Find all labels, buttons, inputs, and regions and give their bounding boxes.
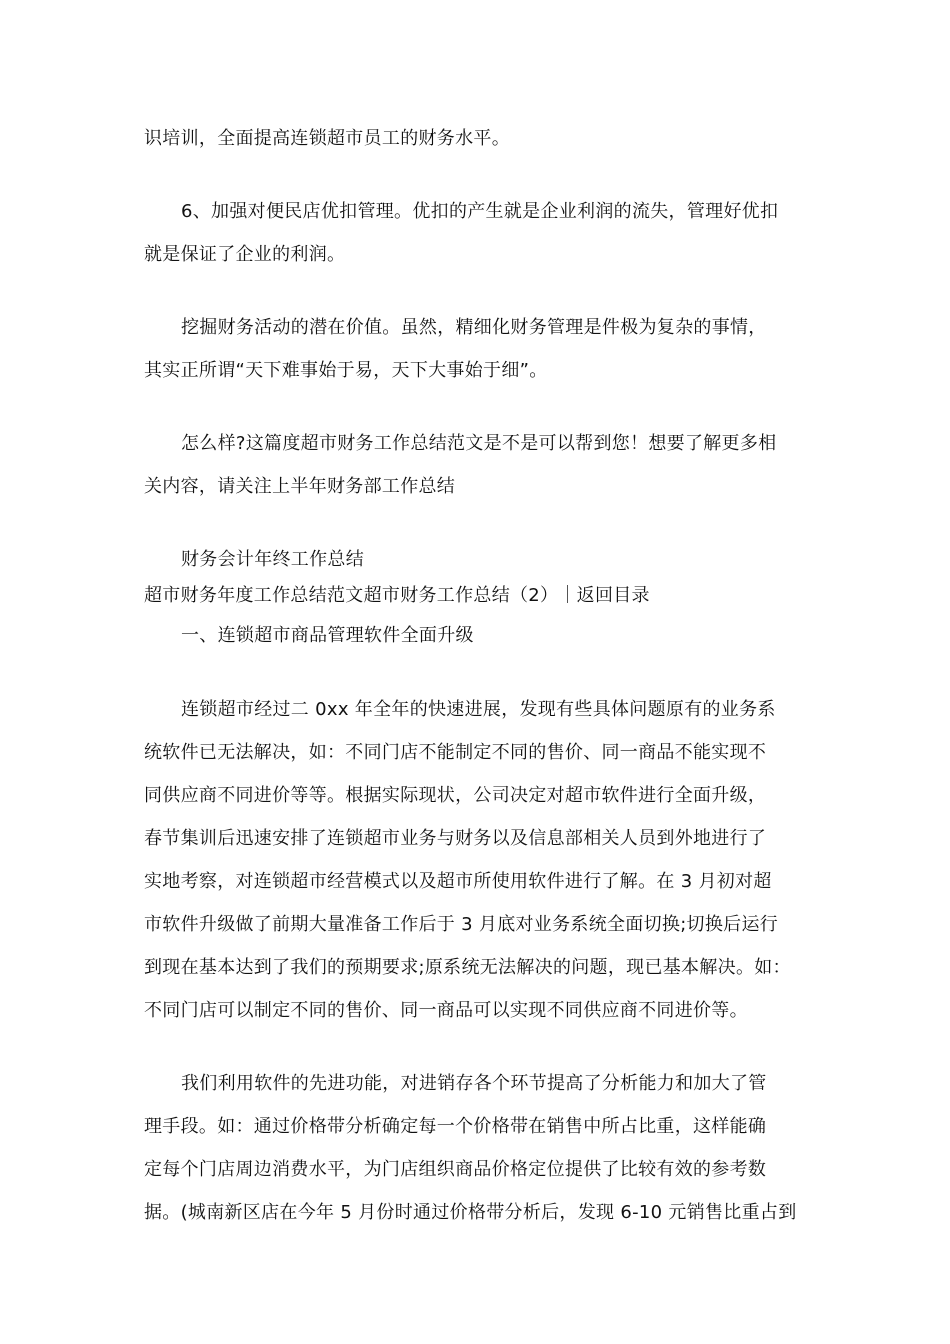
text-line: 理手段。如：通过价格带分析确定每一个价格带在销售中所占比重，这样能确	[144, 1116, 767, 1137]
text-line: 到现在基本达到了我们的预期要求;原系统无法解决的问题，现已基本解决。如：	[144, 957, 791, 978]
text-line: 挖掘财务活动的潜在价值。虽然，精细化财务管理是件极为复杂的事情，	[181, 317, 767, 338]
text-line: 连锁超市经过二 0xx 年全年的快速进展，发现有些具体问题原有的业务系	[181, 699, 776, 720]
text-line: 就是保证了企业的利润。	[144, 244, 346, 265]
text-line: 不同门店可以制定不同的售价、同一商品可以实现不同供应商不同进价等。	[144, 1000, 748, 1021]
text-line: 6、加强对便民店优扣管理。优扣的产生就是企业利润的流失，管理好优扣	[181, 201, 779, 222]
text-line: 其实正所谓“天下难事始于易，天下大事始于细”。	[144, 360, 548, 381]
section-link[interactable]: 财务会计年终工作总结	[181, 549, 364, 570]
text-line: 关内容，请关注上半年财务部工作总结	[144, 476, 456, 497]
subsection-heading: 一、连锁超市商品管理软件全面升级	[181, 625, 474, 646]
text-line: 市软件升级做了前期大量准备工作后于 3 月底对业务系统全面切换;切换后运行	[144, 914, 779, 935]
text-line: 我们利用软件的先进功能，对进销存各个环节提高了分析能力和加大了管	[181, 1073, 767, 1094]
text-line: 统软件已无法解决，如：不同门店不能制定不同的售价、同一商品不能实现不	[144, 742, 767, 763]
text-line: 怎么样?这篇度超市财务工作总结范文是不是可以帮到您！想要了解更多相	[181, 433, 777, 454]
section-heading[interactable]: 超市财务年度工作总结范文超市财务工作总结（2）｜返回目录	[144, 585, 650, 606]
text-line: 同供应商不同进价等等。根据实际现状，公司决定对超市软件进行全面升级，	[144, 785, 767, 806]
text-line: 春节集训后迅速安排了连锁超市业务与财务以及信息部相关人员到外地进行了	[144, 828, 767, 849]
text-line: 实地考察，对连锁超市经营模式以及超市所使用软件进行了解。在 3 月初对超	[144, 871, 772, 892]
text-line: 定每个门店周边消费水平，为门店组织商品价格定位提供了比较有效的参考数	[144, 1159, 767, 1180]
text-line: 识培训，全面提高连锁超市员工的财务水平。	[144, 128, 510, 149]
text-line: 据。(城南新区店在今年 5 月份时通过价格带分析后，发现 6-10 元销售比重占到	[144, 1202, 797, 1223]
